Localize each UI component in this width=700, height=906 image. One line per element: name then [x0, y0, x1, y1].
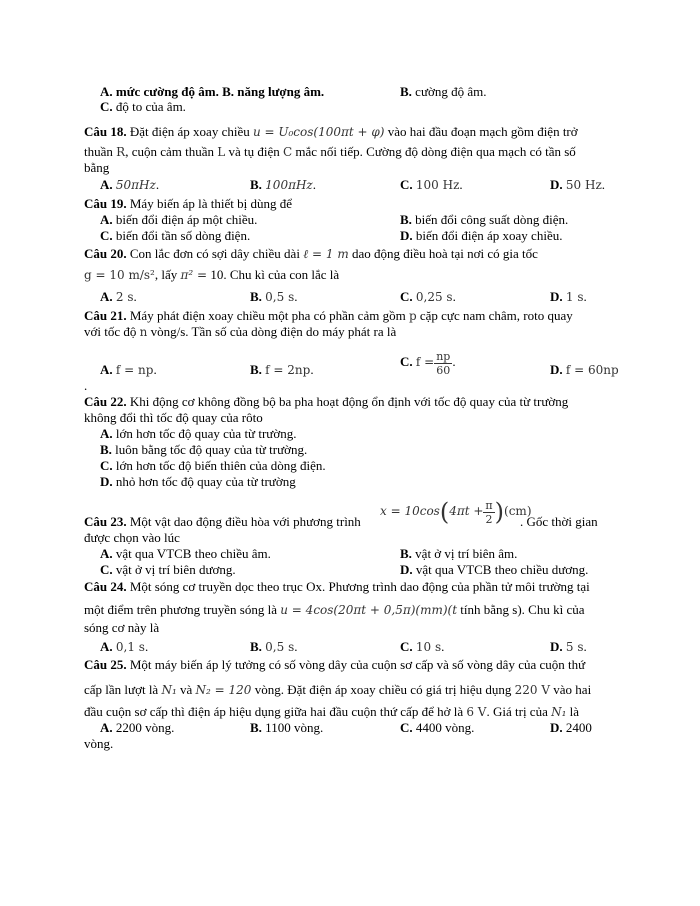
- q23-option-d: [400, 562, 588, 577]
- q18-a-key: A.: [100, 177, 113, 192]
- q17-option-c: [100, 99, 186, 114]
- q24-option-d: [550, 639, 587, 655]
- q18-text7: bằng: [84, 160, 110, 175]
- q23-paren-close: ): [494, 498, 505, 527]
- q20-number: Câu 20.: [84, 246, 127, 261]
- q25-text8: là: [566, 704, 580, 719]
- q24-a-value: 0,1 s: [115, 640, 145, 654]
- q18-text3: thuần: [84, 144, 117, 159]
- q20-d-end: .: [583, 289, 587, 304]
- q25-text5: vào hai: [550, 682, 592, 697]
- q23-formula-part1: x = 10cos: [380, 504, 440, 518]
- q25-stem-line2: [84, 682, 591, 698]
- q25-option-b: [250, 720, 323, 735]
- q21-c-key: C.: [400, 354, 413, 369]
- q19-a-text: A. biến đổi điện áp một chiều.: [100, 212, 258, 227]
- q21-text1: Máy phát điện xoay chiều một pha có phần cảm gồm: [126, 308, 409, 323]
- q20-option-b: [250, 289, 297, 305]
- q24-c-key: C.: [400, 639, 413, 654]
- q20-c-value: 0,25 s: [415, 290, 453, 304]
- q18-r: R: [116, 145, 126, 159]
- q18-c: C: [282, 145, 293, 159]
- q20-text1: Con lắc đơn có sợi dây chiều dài: [126, 246, 304, 261]
- q23-stem-tail: [520, 514, 598, 529]
- q24-text2: một điểm trên phương truyền sóng là: [84, 602, 281, 617]
- q21-option-d: [550, 362, 619, 378]
- q25-option-a: [100, 720, 174, 735]
- q21-c-denominator: 60: [436, 363, 451, 377]
- q24-formula: u = 4cos(20πt + 0,5π)(mm)(t: [280, 603, 458, 617]
- q22-number: Câu 22.: [84, 394, 127, 409]
- q18-stem-line3: [84, 160, 109, 175]
- q21-d-value: f = 60np: [565, 363, 619, 377]
- q18-text5: và tụ điện: [225, 144, 283, 159]
- q20-text3: , lấy: [154, 267, 181, 282]
- q17-b-text: B. cường độ âm.: [400, 84, 487, 99]
- q19-c-text: C. biến đổi tần số dòng điện.: [100, 228, 251, 243]
- q23-fraction: [483, 499, 494, 526]
- q21-c-fraction: [434, 350, 452, 377]
- q18-text2: vào hai đầu đoạn mạch gồm điện trở: [384, 124, 578, 139]
- q25-text7: . Giá trị của: [486, 704, 552, 719]
- q20-b-end: .: [294, 289, 298, 304]
- q21-a-value: f = np: [115, 363, 154, 377]
- q24-stem-line1: [84, 579, 590, 594]
- q25-b-text: B. 1100 vòng.: [250, 720, 324, 735]
- q21-c-numerator: np: [436, 349, 451, 363]
- q23-text: Một vật dao động điều hòa với phương trình: [126, 514, 361, 529]
- q21-option-b: [250, 362, 314, 378]
- q22-a-text: A. lớn hơn tốc độ quay của từ trường.: [100, 426, 297, 441]
- q18-b-key: B.: [250, 177, 262, 192]
- q18-formula: u = U₀cos(100πt + φ): [252, 125, 385, 139]
- q20-length: ℓ = 1 m: [303, 247, 349, 261]
- q24-a-key: A.: [100, 639, 113, 654]
- q25-a-text: A. 2200 vòng.: [100, 720, 175, 735]
- q25-option-d: [550, 720, 592, 735]
- q24-option-a: [100, 639, 148, 655]
- q18-d-value: 50 Hz: [565, 178, 602, 192]
- q18-option-d: [550, 177, 605, 193]
- q18-b-end: .: [312, 177, 316, 192]
- q18-a-end: .: [155, 177, 160, 192]
- q23-number: Câu 23.: [84, 514, 127, 529]
- q21-stem-line2: [84, 324, 396, 340]
- q22-option-c: [100, 458, 326, 473]
- q21-text2: cặp cực nam châm, roto quay: [416, 308, 573, 323]
- q19-option-b: [400, 212, 568, 227]
- q25-text3: và: [176, 682, 196, 697]
- q23-d-text: D. vật qua VTCB theo chiều dương.: [400, 562, 589, 577]
- q18-text6: mắc nối tiếp. Cường độ dòng điện qua mạch có tần số: [292, 144, 576, 159]
- q21-b-key: B.: [250, 362, 262, 377]
- q20-option-a: [100, 289, 137, 305]
- q25-stem-line3: [84, 704, 579, 720]
- q20-a-key: A.: [100, 289, 113, 304]
- q22-d-text: D. nhỏ hơn tốc độ quay của từ trường: [100, 474, 296, 489]
- q23-text3: được chọn vào lúc: [84, 530, 180, 545]
- q20-b-key: B.: [250, 289, 262, 304]
- q23-paren-open: (: [439, 498, 450, 527]
- q23-stem-line1: [84, 514, 361, 529]
- q18-option-a: [100, 177, 159, 193]
- q21-number: Câu 21.: [84, 308, 127, 323]
- q17-option-b: [400, 84, 487, 99]
- q22-option-b: [100, 442, 307, 457]
- q20-stem-line1: [84, 246, 538, 262]
- q21-stem-line1: [84, 308, 573, 324]
- q24-stem-line2: [84, 602, 585, 618]
- q20-text4: 10. Chu kì của con lắc là: [207, 267, 340, 282]
- q25-option-c: [400, 720, 474, 735]
- q18-stem-line1: [84, 124, 578, 140]
- q21-a-key: A.: [100, 362, 113, 377]
- q23-option-a: [100, 546, 271, 561]
- q20-option-d: [550, 289, 587, 305]
- q21-text4: vòng/s. Tần số của dòng điện do máy phát ra là: [147, 324, 397, 339]
- q22-text2: không đổi thì tốc độ quay của rôto: [84, 410, 263, 425]
- q20-option-c: [400, 289, 456, 305]
- q20-a-value: 2 s: [115, 290, 134, 304]
- q19-number: Câu 19.: [84, 196, 127, 211]
- q23-option-c: [100, 562, 236, 577]
- q19-stem: [84, 196, 292, 211]
- q24-c-value: 10 s: [415, 640, 442, 654]
- q19-option-a: [100, 212, 257, 227]
- q23-a-text: A. vật qua VTCB theo chiều âm.: [100, 546, 271, 561]
- q24-stem-line3: [84, 620, 159, 635]
- q24-d-value: 5 s: [565, 640, 584, 654]
- q24-d-key: D.: [550, 639, 563, 654]
- q25-text2: cấp lần lượt là: [84, 682, 162, 697]
- q21-b-end: .: [310, 362, 314, 377]
- q24-b-end: .: [294, 639, 298, 654]
- q24-option-c: [400, 639, 444, 655]
- q18-text4: , cuộn cảm thuần: [125, 144, 218, 159]
- q24-text: Một sóng cơ truyền dọc theo trục Ox. Phương trình dao động của phần tử môi trường tại: [126, 579, 590, 594]
- q21-trailing-dot: [84, 378, 87, 393]
- q19-option-c: [100, 228, 250, 243]
- q23-formula-part2: 4πt +: [449, 504, 484, 518]
- q24-number: Câu 24.: [84, 579, 127, 594]
- q25-option-d-wrap: [84, 736, 113, 751]
- q21-a-end: .: [153, 362, 157, 377]
- q23-frac-num: π: [485, 498, 493, 512]
- q18-option-b: [250, 177, 316, 193]
- q20-a-end: .: [133, 289, 137, 304]
- q24-b-value: 0,5 s: [265, 640, 295, 654]
- q22-text: Khi động cơ không đồng bộ ba pha hoạt động ổn định với tốc độ quay của từ trường: [126, 394, 569, 409]
- q18-c-end: .: [459, 177, 463, 192]
- q20-b-value: 0,5 s: [265, 290, 295, 304]
- q25-number: Câu 25.: [84, 657, 127, 672]
- q20-d-value: 1 s: [565, 290, 584, 304]
- q25-voltage-220: 220 V: [514, 683, 551, 697]
- q24-a-end: .: [144, 639, 149, 654]
- q24-b-key: B.: [250, 639, 262, 654]
- q24-option-b: [250, 639, 297, 655]
- q21-text3: với tốc độ: [84, 324, 140, 339]
- q20-c-end: .: [452, 289, 456, 304]
- q25-stem-line1: [84, 657, 585, 672]
- q17-c-text: C. độ to của âm.: [100, 99, 186, 114]
- q23-text2: . Gốc thời gian: [520, 514, 598, 529]
- q20-c-key: C.: [400, 289, 413, 304]
- q18-d-end: .: [601, 177, 606, 192]
- q21-p: p: [408, 309, 417, 323]
- q21-option-a: [100, 362, 157, 378]
- q23-b-text: B. vật ở vị trí biên âm.: [400, 546, 518, 561]
- q25-n2: N₂ = 120: [195, 683, 252, 697]
- q20-d-key: D.: [550, 289, 563, 304]
- q22-option-a: [100, 426, 296, 441]
- q23-option-b: [400, 546, 517, 561]
- q25-c-text: C. 4400 vòng.: [400, 720, 475, 735]
- q21-b-value: f = 2np: [265, 363, 311, 377]
- q21-option-c: [400, 344, 456, 380]
- q23-c-text: C. vật ở vị trí biên dương.: [100, 562, 236, 577]
- q18-l: L: [217, 145, 226, 159]
- q23-formula: [380, 494, 532, 528]
- q24-c-end: .: [441, 639, 445, 654]
- q24-text3: tính bằng s). Chu kì của: [457, 602, 585, 617]
- q21-n: n: [139, 325, 148, 339]
- q21-d-key: D.: [550, 362, 563, 377]
- q18-c-value: 100 Hz: [415, 178, 460, 192]
- q21-c-value: f =: [415, 355, 435, 369]
- q25-text4: vòng. Đặt điện áp xoay chiều có giá trị hiệu dụng: [251, 682, 515, 697]
- q24-text4: sóng cơ này là: [84, 620, 160, 635]
- q22-stem-line2: [84, 410, 263, 425]
- q18-option-c: [400, 177, 463, 193]
- q19-d-text: D. biến đổi điện áp xoay chiều.: [400, 228, 563, 243]
- q22-stem-line1: [84, 394, 568, 409]
- q18-d-key: D.: [550, 177, 563, 192]
- q23-formula-unit: (cm): [504, 504, 532, 518]
- q22-c-text: C. lớn hơn tốc độ biến thiên của dòng điện.: [100, 458, 326, 473]
- q22-b-text: B. luôn bằng tốc độ quay của từ trường.: [100, 442, 308, 457]
- q25-n1: N₁: [161, 683, 177, 697]
- q17-a-text: A. mức cường độ âm. B. năng lượng âm.: [100, 84, 325, 99]
- q17-option-a: [100, 84, 324, 99]
- q24-d-end: .: [583, 639, 587, 654]
- q18-number: Câu 18.: [84, 124, 127, 139]
- q20-g: g = 10 m/s²: [84, 268, 155, 282]
- q23-frac-den: 2: [485, 512, 493, 526]
- q25-text: Một máy biến áp lý tưởng có số vòng dây của cuộn sơ cấp và số vòng dây của cuộn thứ: [126, 657, 586, 672]
- q18-text1: Đặt điện áp xoay chiều: [126, 124, 253, 139]
- q20-stem-line2: [84, 267, 339, 283]
- q21-dot: .: [84, 378, 88, 393]
- q19-b-text: B. biến đổi công suất dòng điện.: [400, 212, 569, 227]
- q18-b-value: 100πHz: [265, 178, 313, 192]
- q19-option-d: [400, 228, 562, 243]
- q19-text: Máy biến áp là thiết bị dùng để: [126, 196, 292, 211]
- q25-text6: đầu cuộn sơ cấp thì điện áp hiệu dụng giữa hai đầu cuộn thứ cấp để hở là: [84, 704, 467, 719]
- q18-c-key: C.: [400, 177, 413, 192]
- q25-voltage-6: 6 V: [466, 705, 487, 719]
- q23-stem-line2: [84, 530, 180, 545]
- q21-c-end: .: [452, 354, 456, 369]
- q18-a-value: 50πHz: [115, 178, 156, 192]
- q22-option-d: [100, 474, 296, 489]
- q25-d-text: D. 2400: [550, 720, 592, 735]
- q25-d-text2: vòng.: [84, 736, 114, 751]
- q20-pi: π² =: [180, 268, 208, 282]
- q25-n1-again: N₁: [551, 705, 567, 719]
- q20-text2: dao động điều hoà tại nơi có gia tốc: [348, 246, 538, 261]
- q18-stem-line2: [84, 144, 576, 160]
